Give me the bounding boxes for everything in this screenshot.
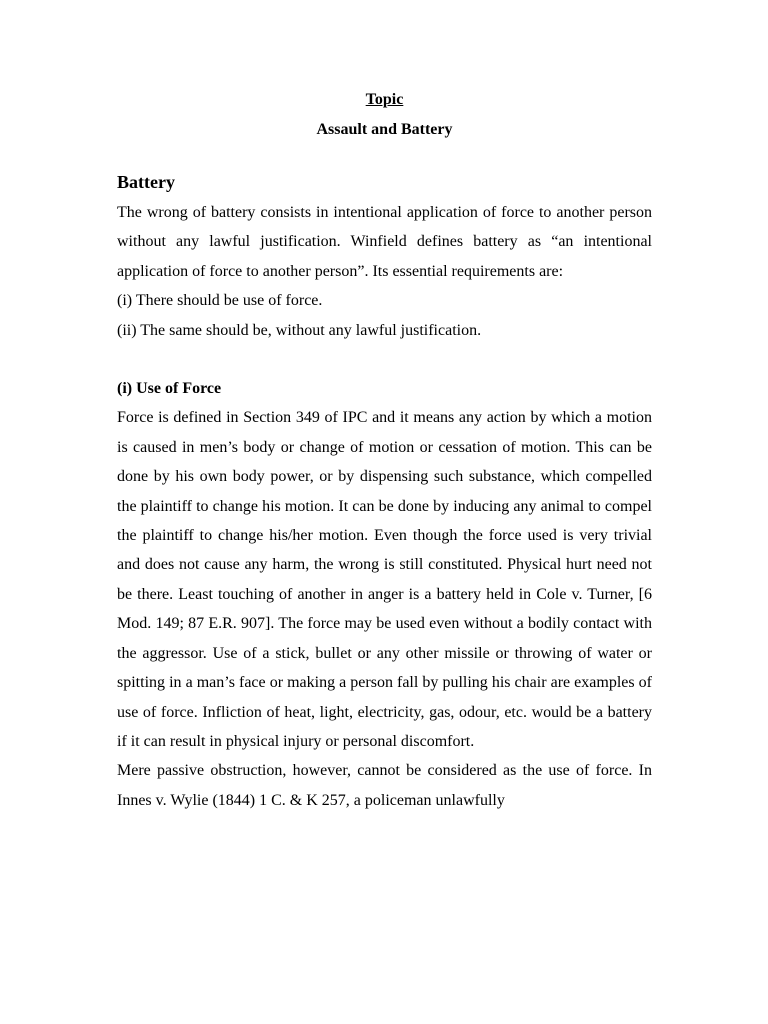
subsection-heading-use-of-force: (i) Use of Force [117, 380, 222, 398]
requirement-item: (ii) The same should be, without any lawful justification. [117, 321, 482, 339]
intro-paragraph: The wrong of battery consists in intentional application of force to another person without any lawful justification. Winfield defines battery as “an intentional application of force to another person”. Its essential requirements are: [117, 204, 652, 280]
document-page [117, 88, 652, 815]
obstruction-paragraph: Mere passive obstruction, however, cannot be considered as the use of force. In Innes v. Wylie (1844) 1 C. & K 257, a policeman unlawfully [117, 762, 652, 809]
section-heading-battery: Battery [117, 172, 175, 192]
document-title: Assault and Battery [316, 121, 453, 138]
topic-label: Topic [365, 91, 404, 108]
force-paragraph: Force is defined in Section 349 of IPC and it means any action by which a motion is caused in men’s body or change of motion or cessation of motion. This can be done by his own body power, or by dispensing such substance, which compelled the plaintiff to change his motion. It can be done by inducing any animal to compel the plaintiff to change his/her motion. Even though the force used is very trivial and does not cause any harm, the wrong is still constituted. Physical hurt need not be there. Least touching of another in anger is a battery held in Cole v. Turner, [6 Mod. 149; 87 E.R. 907]. The force may be used even without a bodily contact with the aggressor. Use of a stick, bullet or any other missile or throwing of water or spitting in a man’s face or making a person fall by pulling his chair are examples of use of force. Infliction of heat, light, electricity, gas, odour, etc. would be a battery if it can result in physical injury or personal discomfort. [117, 409, 652, 750]
requirement-item: (i) There should be use of force. [117, 292, 323, 310]
